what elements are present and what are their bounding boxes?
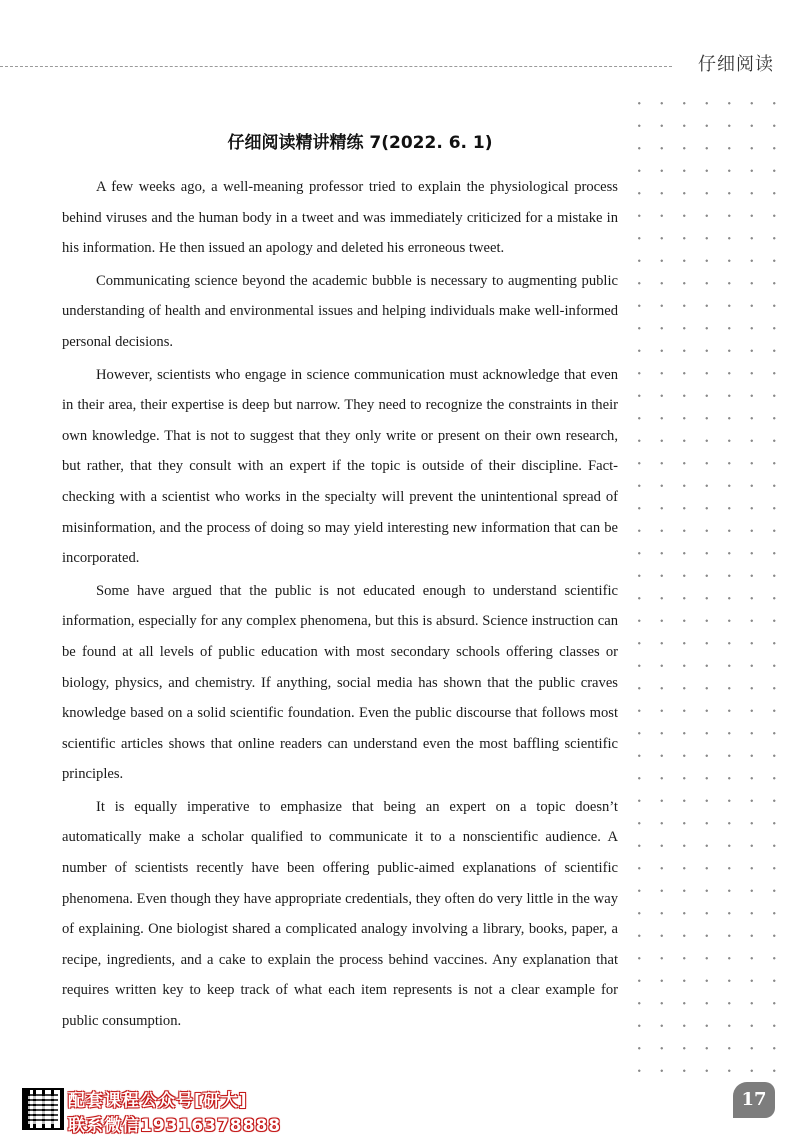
page-number: 17 [733,1082,775,1118]
dot-grid-notes-area [628,92,788,1072]
article-body [62,172,618,1039]
page-title: 仔细阅读精讲精练 7(2022. 6. 1) [227,133,493,153]
promo-line-1: 配套课程公众号[研大] [68,1091,248,1111]
paragraph: However, scientists who engage in science communication must acknowledge that even in their area, their expertise is deep but narrow. They need to recognize the constraints in their own knowledge. That is not to suggest that they only write or present on their own research, but rather, that they consult with an expert if the topic is outside of their discipline. Fact-checking with a scientist who works in the specialty will prevent the unintentional spread of misinformation, and the process of doing so may yield interesting new information that can be incorporated. [62,366,618,567]
promo-line-2: 联系微信19316378888 [68,1116,282,1136]
qr-code-icon [22,1088,64,1130]
paragraph: A few weeks ago, a well-meaning professor tried to explain the physiological process behind viruses and the human body in a tweet and was immediately criticized for a mistake in his information. He then issued an apology and deleted his erroneous tweet. [62,179,618,257]
paragraph: Communicating science beyond the academic bubble is necessary to augmenting public understanding of health and environmental issues and helping individuals make well-informed personal decisions. [62,272,618,350]
paragraph: Some have argued that the public is not educated enough to understand scientific information, especially for any complex phenomena, but this is absurd. Science instruction can be found at all levels of public education with most secondary schools offering classes or biology, physics, and chemistry. If anything, social media has shown that the public craves knowledge based on a solid scientific foundation. Even the public discourse that follows most scientific articles shows that online readers can understand even the most baffling scientific principles. [62,582,618,783]
paragraph: It is equally imperative to emphasize that being an expert on a topic doesn’t automatically make a scholar qualified to communicate it to a nonscientific audience. A number of scientists recently have been offering public-aimed explanations of scientific phenomena. Even though they have appropriate credentials, they often do very little in the way of explaining. One biologist shared a complicated analogy involving a library, books, paper, a recipe, ingredients, and a cake to explain the process behind vaccines. Any explanation that requires written key to keep track of what each item represents is not a clear example for public consumption. [62,798,618,1030]
section-title: 仔细阅读 [698,54,774,75]
header-rule [0,66,672,67]
